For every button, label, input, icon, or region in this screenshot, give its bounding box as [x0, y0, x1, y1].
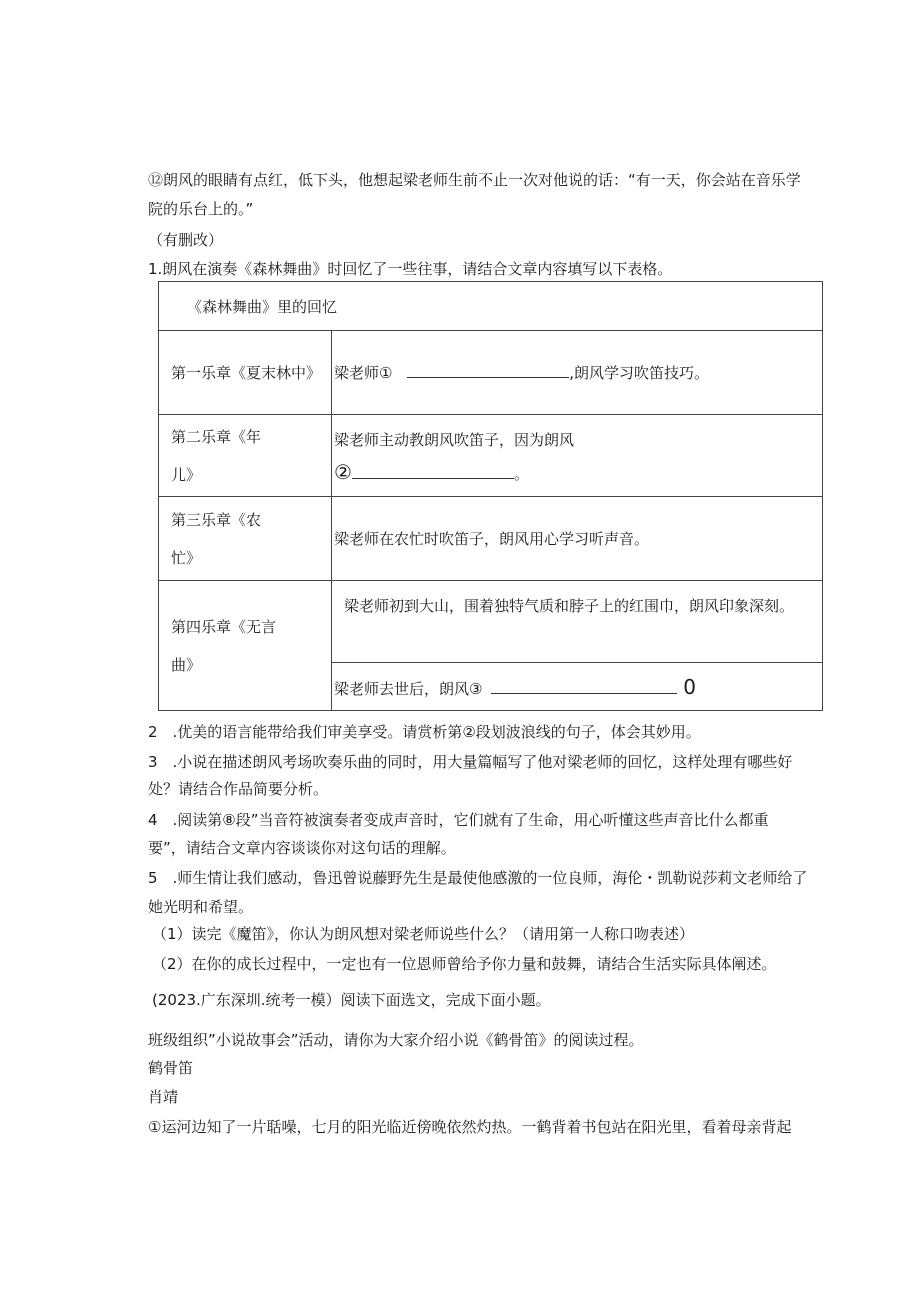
row2-label-line1: 第二乐章《年	[171, 427, 262, 446]
row4-label-line2: 曲》	[171, 655, 202, 674]
answer-blank-1[interactable]	[407, 363, 569, 378]
source-line: (2023.广东深圳.统考一模）阅读下面选文，完成下面小题。	[152, 991, 551, 1009]
row2-label	[159, 415, 332, 497]
question-4-line1: 4 .阅读第⑧段”当音符被演奏者变成声音时，它们就有了生命，用心听懂这些声音比什么都重	[148, 811, 769, 829]
row1-prefix: 梁老师①	[334, 364, 393, 382]
question-1: 1.朗风在演奏《森林舞曲》时回忆了一些往事，请结合文章内容填写以下表格。	[148, 260, 673, 278]
row2-mark: ②	[334, 459, 352, 484]
row4-label-line1: 第四乐章《无言	[171, 617, 277, 636]
row3-label-line1: 第三乐章《农	[171, 510, 262, 529]
revision-note: （有删改）	[148, 231, 224, 249]
row3-content: 梁老师在农忙时吹笛子，朗风用心学习听声音。	[332, 497, 823, 581]
row4-content-b	[332, 663, 823, 711]
row2-end: 。	[513, 464, 529, 483]
row3-label	[159, 497, 332, 581]
row4-end: 0	[683, 674, 696, 699]
question-5-sub1: （1）读完《魔笛》，你认为朗风想对梁老师说些什么？（请用第一人称口吻表述）	[152, 925, 695, 943]
answer-blank-2[interactable]	[352, 464, 514, 479]
question-3-line1: 3 .小说在描述朗风考场吹奏乐曲的同时，用大量篇幅写了他对梁老师的回忆，这样处理有哪些好	[148, 753, 793, 771]
row2-answer-line	[334, 457, 822, 489]
row1-suffix: ,朗风学习吹笛技巧。	[569, 364, 710, 382]
story-para1: ①运河边知了一片聒噪，七月的阳光临近傍晚依然灼热。一鹤背着书包站在阳光里，看着母亲背起	[148, 1118, 792, 1136]
table-header: 《森林舞曲》里的回忆	[159, 282, 823, 331]
row4-prefix: 梁老师去世后，朗风③	[334, 679, 483, 698]
para12-line1: ⑫朗风的眼睛有点红，低下头，他想起梁老师生前不止一次对他说的话：“有一天，你会站在音乐学	[148, 171, 801, 189]
row2-content	[332, 415, 823, 497]
row3-label-line2: 忙》	[171, 548, 202, 567]
question-3-line2: 处？请结合作品简要分析。	[148, 780, 329, 798]
row1-label: 第一乐章《夏末林中》	[159, 331, 332, 415]
question-5-line1: 5 .师生情让我们感动，鲁迅曾说藤野先生是最使他感激的一位良师，海伦・凯勒说莎莉文老师给了	[148, 869, 808, 887]
row2-text: 梁老师主动教朗风吹笛子，因为朗风	[334, 430, 575, 449]
answer-blank-3[interactable]	[491, 679, 677, 694]
question-2: 2 .优美的语言能带给我们审美享受。请赏析第②段划波浪线的句子，体会其妙用。	[148, 723, 701, 741]
row4-text-a: 梁老师初到大山，围着独特气质和脖子上的红围巾，朗风印象深刻。	[332, 581, 823, 663]
row2-label-line2: 儿》	[171, 465, 202, 484]
row1-content	[332, 331, 823, 415]
activity-line: 班级组织”小说故事会”活动，请你为大家介绍小说《鹤骨笛》的阅读过程。	[148, 1031, 644, 1049]
question-5-line2: 她光明和希望。	[148, 898, 254, 916]
recall-table	[158, 281, 823, 711]
story-title: 鹤骨笛	[148, 1059, 194, 1077]
question-5-sub2: （2）在你的成长过程中，一定也有一位恩师曾给予你力量和鼓舞，请结合生活实际具体阐述。	[152, 955, 777, 973]
question-4-line2: 要”，请结合文章内容谈谈你对这句话的理解。	[148, 839, 456, 857]
row4-label	[159, 581, 332, 711]
story-author: 肖靖	[148, 1088, 179, 1106]
para12-line2: 院的乐台上的。”	[148, 200, 254, 218]
